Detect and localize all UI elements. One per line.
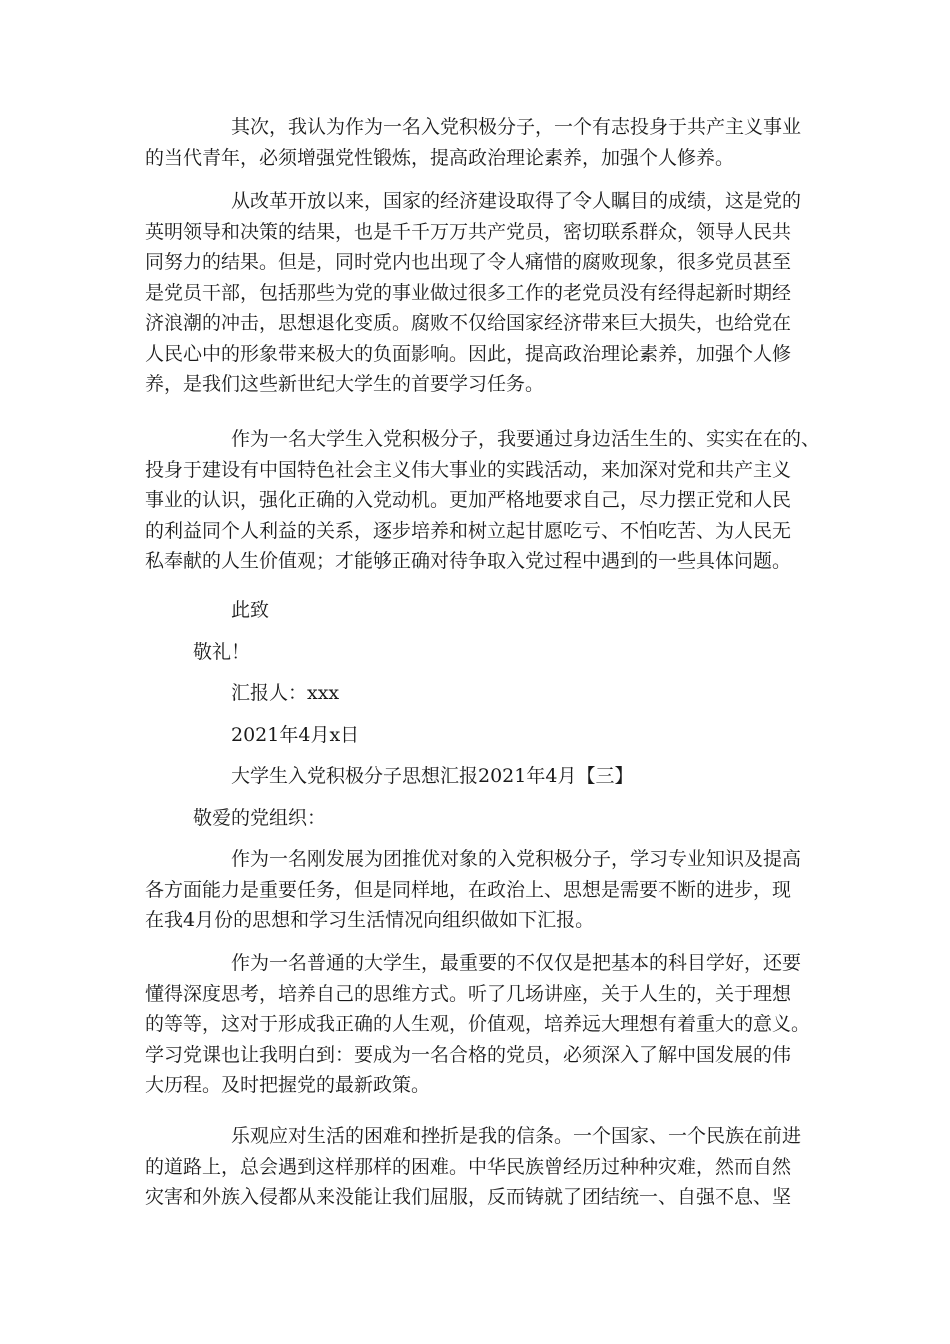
section-title <box>145 761 813 792</box>
closing-jingli <box>145 637 813 668</box>
text-line: 的利益同个人利益的关系，逐步培养和树立起甘愿吃亏、不怕吃苦、为人民无 <box>145 519 792 542</box>
text-line: 懂得深度思考，培养自己的思维方式。听了几场讲座，关于人生的，关于理想 <box>145 982 792 1005</box>
text-line: 济浪潮的冲击，思想退化变质。腐败不仅给国家经济带来巨大损失，也给党在 <box>145 312 792 334</box>
closing-line: 此致 <box>231 599 270 621</box>
text-line: 的道路上，总会遇到这样那样的困难。中华民族曾经历过种种灾难，然而自然 <box>145 1155 792 1178</box>
paragraph-2 <box>145 186 813 400</box>
reporter-name: 汇报人：xxx <box>231 682 340 704</box>
text-line: 的等等，这对于形成我正确的人生观，价值观，培养远大理想有着重大的意义。 <box>145 1013 811 1035</box>
salutation-text: 敬爱的党组织： <box>193 807 327 829</box>
text-line: 作为一名大学生入党积极分子，我要通过身边活生生的、实实在在的、 <box>231 428 821 450</box>
text-line: 人民心中的形象带来极大的负面影响。因此，提高政治理论素养，加强个人修 <box>145 342 792 365</box>
text-line: 同努力的结果。但是，同时党内也出现了令人痛惜的腐败现象，很多党员甚至 <box>145 251 792 273</box>
date-line <box>145 720 813 751</box>
report-date: 2021年4月x日 <box>231 724 360 746</box>
text-line: 各方面能力是重要任务，但是同样地，在政治上、思想是需要不断的进步，现 <box>145 878 792 901</box>
text-line: 灾害和外族入侵都从来没能让我们屈服，反而铸就了团结统一、自强不息、坚 <box>145 1186 792 1208</box>
closing-cizhi <box>145 595 813 626</box>
paragraph-6 <box>145 1121 813 1213</box>
paragraph-3 <box>145 424 821 577</box>
text-line: 作为一名普通的大学生，最重要的不仅仅是把基本的科目学好，还要 <box>231 952 802 974</box>
text-line: 英明领导和决策的结果，也是千千万万共产党员，密切联系群众，领导人民共 <box>145 220 792 243</box>
text-line: 养，是我们这些新世纪大学生的首要学习任务。 <box>145 373 545 395</box>
text-line: 私奉献的人生价值观；才能够正确对待争取入党过程中遇到的一些具体问题。 <box>145 550 792 572</box>
text-line: 投身于建设有中国特色社会主义伟大事业的实践活动，来加深对党和共产主义 <box>145 458 792 481</box>
text-line: 是党员干部，包括那些为党的事业做过很多工作的老党员没有经得起新时期经 <box>145 281 792 304</box>
reporter-line <box>145 678 813 709</box>
text-line: 乐观应对生活的困难和挫折是我的信条。一个国家、一个民族在前进 <box>231 1125 802 1147</box>
text-line: 事业的认识，强化正确的入党动机。更加严格地要求自己，尽力摆正党和人民 <box>145 489 792 511</box>
text-line: 的当代青年，必须增强党性锻炼，提高政治理论素养，加强个人修养。 <box>145 146 735 169</box>
text-line: 从改革开放以来，国家的经济建设取得了令人瞩目的成绩，这是党的 <box>231 190 802 212</box>
text-line: 其次，我认为作为一名入党积极分子，一个有志投身于共产主义事业 <box>231 116 802 138</box>
paragraph-1 <box>145 112 813 173</box>
text-line: 大历程。及时把握党的最新政策。 <box>145 1074 431 1096</box>
paragraph-4 <box>145 844 813 936</box>
paragraph-5 <box>145 948 813 1101</box>
salutation <box>145 803 813 834</box>
section-title-text: 大学生入党积极分子思想汇报2021年4月【三】 <box>231 765 634 787</box>
text-line: 学习党课也让我明白到：要成为一名合格的党员，必须深入了解中国发展的伟 <box>145 1043 792 1066</box>
text-line: 作为一名刚发展为团推优对象的入党积极分子，学习专业知识及提高 <box>231 848 802 870</box>
closing-line: 敬礼！ <box>193 641 251 663</box>
text-line: 在我4月份的思想和学习生活情况向组织做如下汇报。 <box>145 909 595 931</box>
